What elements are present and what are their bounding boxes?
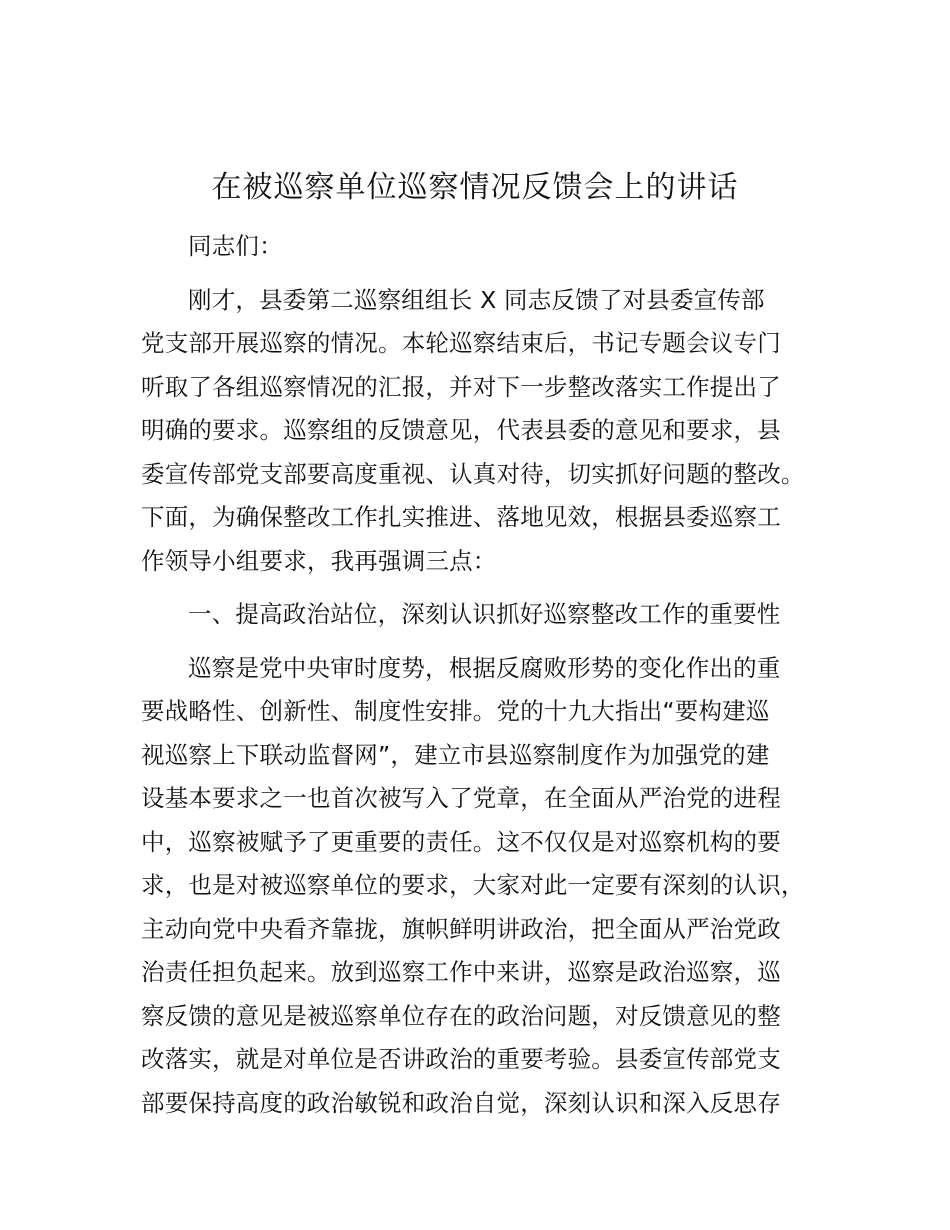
section-heading-1: 一、提高政治站位，深刻认识抓好巡察整改工作的重要性 [188, 600, 781, 628]
document-body [141, 225, 831, 1125]
paragraph-line: 改落实，就是对单位是否讲政治的重要考验。县委宣传部党支 [141, 1045, 781, 1073]
paragraph-gap [141, 637, 831, 647]
paragraph-line: 刚才，县委第二巡察组组长 X 同志反馈了对县委宣传部 [188, 285, 765, 314]
document-title: 在被巡察单位巡察情况反馈会上的讲话 [211, 170, 739, 205]
paragraph-line: 党支部开展巡察的情况。本轮巡察结束后，书记专题会议专门 [141, 329, 781, 357]
paragraph-line: 求，也是对被巡察单位的要求，大家对此一定要有深刻的认识， [141, 871, 805, 899]
paragraph-line: 中，巡察被赋予了更重要的责任。这不仅仅是对巡察机构的要 [141, 827, 781, 856]
paragraph-1 [141, 279, 831, 584]
paragraph-line: 察反馈的意见是被巡察单位存在的政治问题，对反馈意见的整 [141, 1001, 781, 1030]
paragraph-line: 治责任担负起来。放到巡察工作中来讲，巡察是政治巡察，巡 [141, 958, 781, 986]
paragraph-gap [141, 269, 831, 279]
salutation: 同志们： [188, 232, 283, 260]
paragraph-line: 下面，为确保整改工作扎实推进、落地见效，根据县委巡察工 [141, 503, 781, 531]
paragraph-line: 部要保持高度的政治敏锐和政治自觉，深刻认识和深入反思存 [141, 1088, 781, 1117]
paragraph-line: 巡察是党中央审时度势，根据反腐败形势的变化作出的重 [188, 653, 781, 682]
paragraph-2 [141, 647, 831, 1126]
paragraph-line: 听取了各组巡察情况的汇报，并对下一步整改落实工作提出了 [141, 372, 781, 401]
paragraph-line: 明确的要求。巡察组的反馈意见，代表县委的意见和要求，县 [141, 416, 781, 444]
paragraph-line: 设基本要求之一也首次被写入了党章，在全面从严治党的进程 [141, 784, 781, 812]
paragraph-line: 作领导小组要求，我再强调三点： [141, 546, 497, 575]
paragraph-line: 主动向党中央看齐靠拢，旗帜鲜明讲政治，把全面从严治党政 [141, 914, 781, 943]
paragraph-line: 要战略性、创新性、制度性安排。党的十九大指出“要构建巡 [141, 697, 770, 725]
paragraph-gap [141, 583, 831, 593]
paragraph-line: 视巡察上下联动监督网”，建立市县巡察制度作为加强党的建 [141, 740, 770, 769]
paragraph-line: 委宣传部党支部要高度重视、认真对待，切实抓好问题的整改。 [141, 459, 805, 488]
